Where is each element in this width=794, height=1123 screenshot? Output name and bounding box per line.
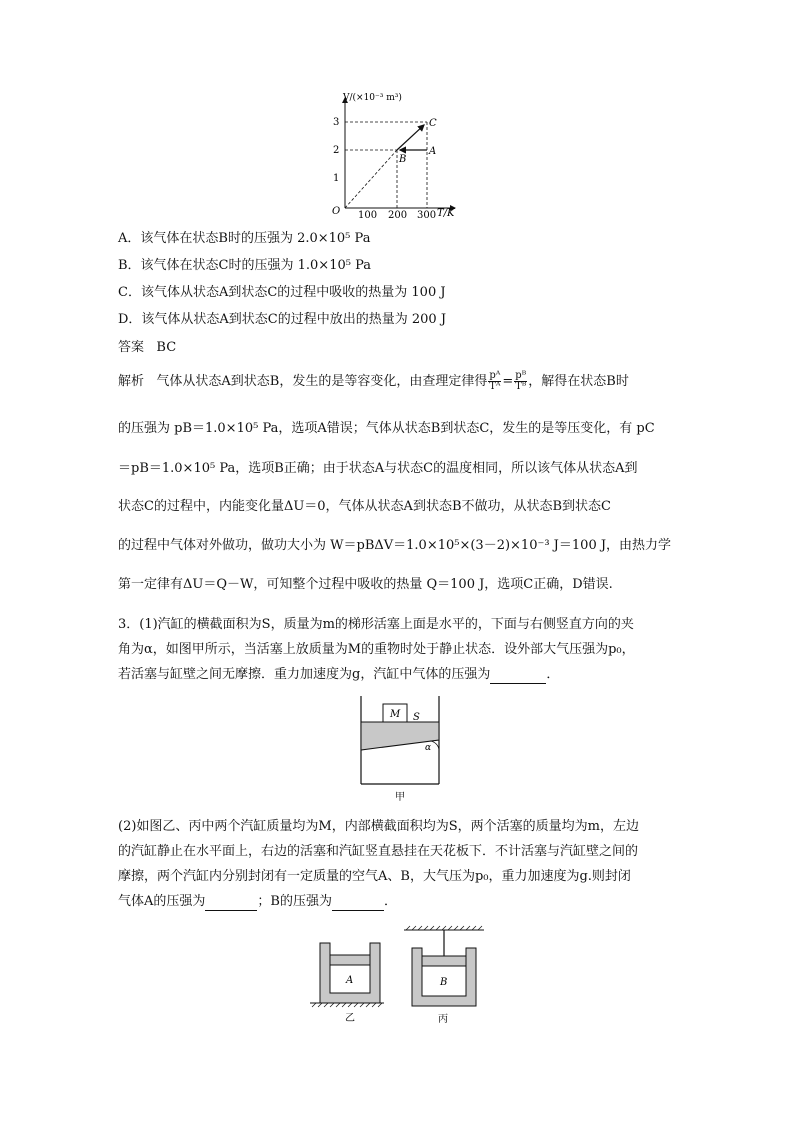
analysis-line-1: 解析 气体从状态A到状态B，发生的是等容变化，由查理定律得 $\frac{\text{pᴬ}}{\text{Tᴬ}}$ = $\frac{\text{pᴮ}}{\text{Tᴮ}}$ ，解得在状态B时: [118, 370, 629, 392]
point-c-label: C: [429, 118, 437, 129]
gas-b-label: B: [440, 977, 448, 988]
y-axis-label: V/(×10⁻³ m³): [343, 93, 402, 103]
figure-jia: [355, 692, 445, 804]
point-b-label: B: [399, 154, 407, 165]
figure-bing: [400, 922, 490, 1026]
y-tick-1: 1: [333, 173, 340, 184]
fraction-pa-ta: $\frac{\text{pᴬ}}{\text{Tᴬ}}$: [489, 370, 501, 392]
weight-label: M: [390, 709, 401, 720]
q3-2-line-2: 的汽缸静止在水平面上，右边的活塞和汽缸竖直悬挂在天花板下．不计活塞与汽缸壁之间的: [118, 844, 639, 859]
y-tick-2: 2: [333, 145, 340, 156]
q3-2-line-4: 气体A的压强为 ；B的压强为 ．: [118, 894, 397, 909]
q3-1-answer-blank[interactable]: [490, 669, 546, 684]
area-label: S: [413, 712, 420, 723]
gas-a-pressure-blank[interactable]: [205, 896, 257, 911]
option-d: D．该气体从状态A到状态C的过程中放出的热量为 200 J: [118, 312, 447, 327]
analysis-line-5: 的过程中气体对外做功，做功大小为 W＝pBΔV＝1.0×10⁵×(3－2)×10⁻³ J＝100 J，由热力学: [118, 538, 672, 553]
answer-value: BC: [156, 340, 177, 355]
analysis-label: 解析: [118, 374, 145, 389]
caption-bing: 丙: [438, 1014, 448, 1025]
process-b-to-c: [397, 125, 424, 150]
piston-bing: [422, 956, 466, 966]
gas-a-label: A: [346, 975, 354, 986]
x-tick-200: 200: [388, 210, 408, 220]
angle-label: α: [425, 743, 432, 753]
q3-line-3: 若活塞与缸壁之间无摩擦．重力加速度为g，汽缸中气体的压强为 ．: [118, 667, 560, 682]
q3-line-1: 3．(1)汽缸的横截面积为S，质量为m的梯形活塞上面是水平的，下面与右侧竖直方向的夹: [118, 617, 634, 632]
origin-label: O: [332, 206, 341, 217]
caption-yi: 乙: [345, 1013, 355, 1024]
option-a: A．该气体在状态B时的压强为 2.0×10⁵ Pa: [118, 231, 371, 246]
answer-label: 答案: [118, 340, 145, 355]
option-b: B．该气体在状态C时的压强为 1.0×10⁵ Pa: [118, 258, 371, 273]
point-a-label: A: [429, 146, 437, 157]
x-axis-label: T/K: [437, 208, 455, 219]
x-tick-100: 100: [358, 210, 378, 220]
analysis-line-2: 的压强为 pB＝1.0×10⁵ Pa，选项A错误；气体从状态B到状态C，发生的是等压变化，有 pC: [118, 421, 655, 436]
analysis-line-6: 第一定律有ΔU＝Q－W，可知整个过程中吸收的热量 Q＝100 J，选项C正确，D错误.: [118, 577, 613, 592]
option-c: C．该气体从状态A到状态C的过程中吸收的热量为 100 J: [118, 285, 446, 300]
q3-2-line-3: 摩擦，两个汽缸内分别封闭有一定质量的空气A、B，大气压为p₀，重力加速度为g.则封闭: [118, 869, 631, 884]
fraction-pb-tb: $\frac{\text{pᴮ}}{\text{Tᴮ}}$: [515, 370, 527, 392]
analysis-line-4: 状态C的过程中，内能变化量ΔU＝0，气体从状态A到状态B不做功，从状态B到状态C: [118, 499, 612, 514]
piston-yi: [330, 955, 370, 965]
analysis-line-3: ＝pB＝1.0×10⁵ Pa，选项B正确；由于状态A与状态C的温度相同，所以该气体从状态A到: [118, 461, 638, 476]
q3-line-2: 角为α，如图甲所示，当活塞上放质量为M的重物时处于静止状态．设外部大气压强为p₀，: [118, 642, 635, 657]
caption-jia: 甲: [395, 792, 405, 803]
q3-2-line-1: (2)如图乙、丙中两个汽缸质量均为M，内部横截面积均为S，两个活塞的质量均为m，左边: [118, 819, 639, 834]
gas-b-pressure-blank[interactable]: [332, 896, 384, 911]
figure-yi: [308, 935, 388, 1025]
answer-row: [118, 339, 176, 357]
vt-graph: [325, 90, 475, 220]
x-tick-300: 300: [417, 210, 437, 220]
y-tick-3: 3: [333, 117, 340, 128]
